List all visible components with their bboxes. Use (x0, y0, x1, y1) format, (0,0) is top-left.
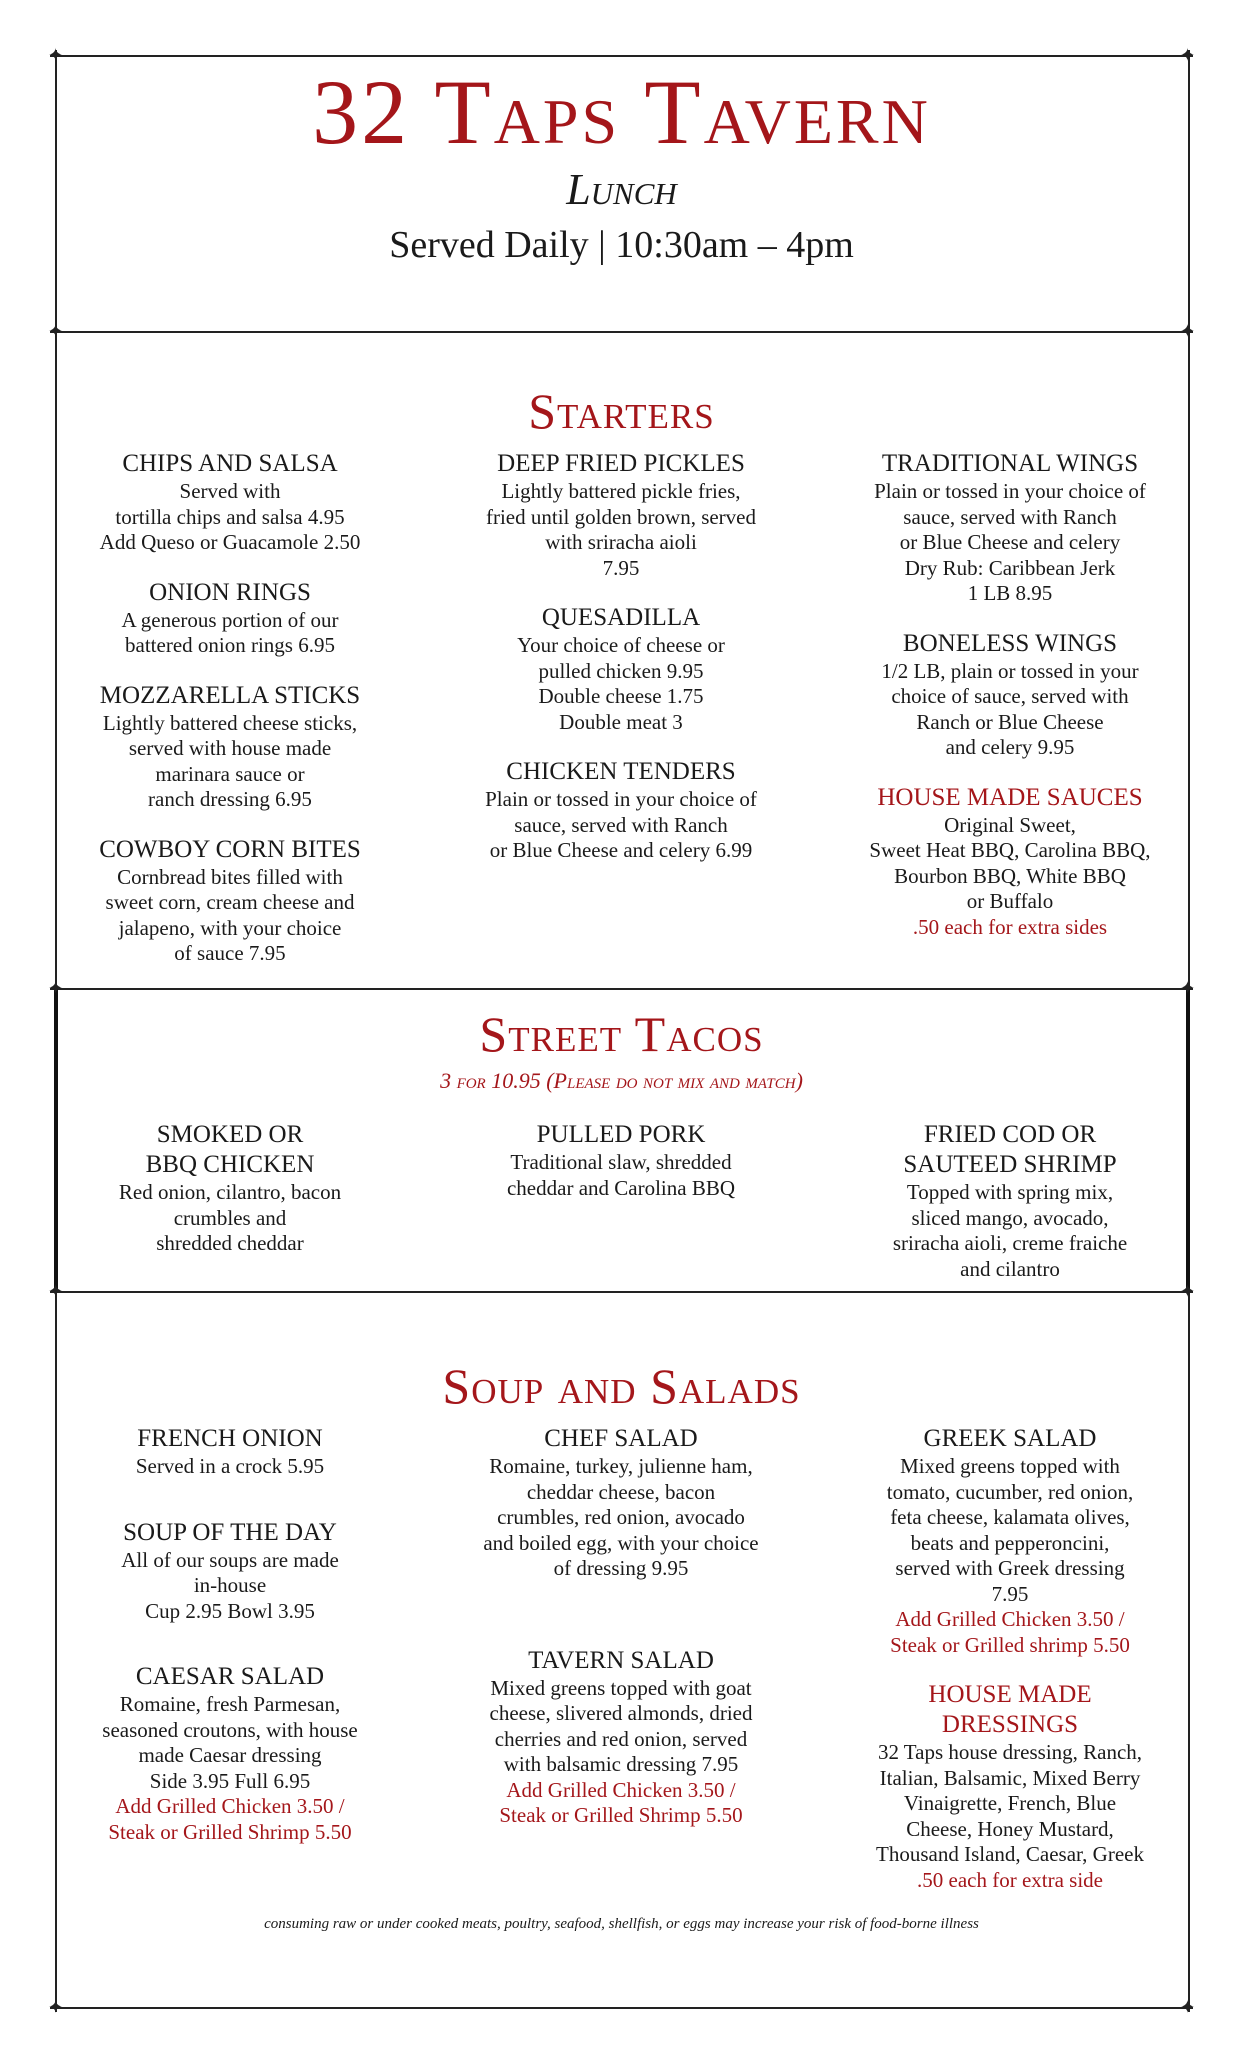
menu-item (65, 1662, 395, 1845)
menu-item-name: HOUSE MADE SAUCES (877, 783, 1143, 811)
menu-item-description: 32 Taps house dressing, Ranch, Italian, Balsamic, Mixed Berry Vinaigrette, French, Blue Cheese, Honey Mustard, Thousand Island, Caesar, Greek (876, 1740, 1144, 1866)
menu-item-name: CHEF SALAD (544, 1425, 698, 1452)
menu-item-description: Served in a crock 5.95 (135, 1454, 325, 1478)
menu-item (65, 578, 395, 659)
menu-item-description: Romaine, turkey, julienne ham, cheddar cheese, bacon crumbles, red onion, avocado and boiled egg, with your choice of dressing 9.95 (483, 1454, 759, 1580)
starters-column (845, 449, 1175, 962)
corner-ornament: ✦ (1180, 1997, 1196, 2017)
menu-item-addon: Add Grilled Chicken 3.50 / Steak or Grilled shrimp 5.50 (890, 1607, 1130, 1657)
menu-item-name: HOUSE MADE DRESSINGS (928, 1681, 1092, 1738)
menu-item-name: COWBOY CORN BITES (99, 835, 361, 863)
menu-item (845, 629, 1175, 761)
menu-item (456, 1424, 786, 1582)
menu-item (65, 1120, 395, 1257)
restaurant-title: 32 Taps Tavern (312, 61, 931, 163)
menu-item-name: CHICKEN TENDERS (506, 758, 736, 785)
menu-item (845, 1680, 1175, 1893)
soups-column (65, 1424, 395, 1867)
top-border (50, 55, 1193, 57)
menu-item-description: Mixed greens topped with goat cheese, slivered almonds, dried cherries and red onion, served with balsamic dressing 7.95 (489, 1675, 753, 1776)
menu-item-description: All of our soups are made in-house Cup 2.95 Bowl 3.95 (121, 1547, 339, 1623)
menu-item-description: Original Sweet, Sweet Heat BBQ, Carolina BBQ, Bourbon BBQ, White BBQ or Buffalo (869, 812, 1151, 913)
menu-item-description: 1/2 LB, plain or tossed in your choice of sauce, served with Ranch or Blue Cheese and celery 9.95 (881, 658, 1139, 759)
menu-item-description: Lightly battered cheese sticks, served with house made marinara sauce or ranch dressing 6.95 (102, 710, 358, 811)
menu-item-addon: .50 each for extra sides (912, 914, 1108, 939)
corner-ornament: ✦ (48, 45, 64, 65)
menu-item (845, 1120, 1175, 1282)
section-title-starters: Starters (528, 383, 715, 439)
starters-column (456, 449, 786, 886)
corner-ornament: ✦ (48, 1281, 64, 1301)
menu-item-description: Traditional slaw, shredded cheddar and Carolina BBQ (506, 1150, 736, 1200)
section-title-street-tacos: Street Tacos (479, 1006, 764, 1062)
menu-item (456, 449, 786, 581)
menu-item-addon: .50 each for extra side (917, 1867, 1103, 1892)
tacos-pricing-note: 3 for 10.95 (Please do not mix and match) (440, 1068, 803, 1093)
menu-item-addon: Add Grilled Chicken 3.50 / Steak or Grilled Shrimp 5.50 (499, 1777, 743, 1827)
menu-item-description: Your choice of cheese or pulled chicken 9.95 Double cheese 1.75 Double meat 3 (517, 633, 725, 734)
tacos-column (456, 1120, 786, 1223)
menu-item-description: Red onion, cilantro, bacon crumbles and shredded cheddar (118, 1180, 342, 1255)
menu-item-name: CHIPS AND SALSA (122, 450, 338, 477)
menu-item-name: SMOKED OR BBQ CHICKEN (145, 1121, 315, 1178)
tacos-column (65, 1120, 395, 1279)
menu-item-name: GREEK SALAD (923, 1425, 1097, 1452)
menu-item-description: Cornbread bites filled with sweet corn, cream cheese and jalapeno, with your choice of sauce 7.95 (105, 864, 355, 965)
menu-item-name: MOZZARELLA STICKS (99, 681, 361, 709)
corner-ornament: ✦ (1180, 1281, 1196, 1301)
menu-item-name: TAVERN SALAD (528, 1646, 714, 1674)
menu-item-name: ONION RINGS (149, 578, 311, 606)
menu-item (65, 1424, 395, 1480)
menu-item-name: FRIED COD OR SAUTEED SHRIMP (903, 1121, 1117, 1178)
soups-column (845, 1424, 1175, 1915)
service-hours: Served Daily | 10:30am – 4pm (389, 224, 854, 266)
menu-item (456, 1646, 786, 1829)
menu-item-name: TRADITIONAL WINGS (881, 450, 1139, 477)
menu-item-name: BONELESS WINGS (902, 629, 1118, 657)
menu-item-description: Plain or tossed in your choice of sauce, served with Ranch or Blue Cheese and celery 6.99 (485, 787, 757, 862)
corner-ornament: ✦ (48, 978, 64, 998)
menu-item-addon: Add Grilled Chicken 3.50 / Steak or Grilled Shrimp 5.50 (108, 1794, 352, 1844)
soups-column (456, 1424, 786, 1851)
menu-item-description: Served with tortilla chips and salsa 4.95 Add Queso or Guacamole 2.50 (99, 479, 361, 554)
menu-item (456, 1120, 786, 1201)
menu-item (65, 681, 395, 813)
menu-item (456, 603, 786, 735)
menu-item-description: Topped with spring mix, sliced mango, avocado, sriracha aioli, creme fraiche and cilantro (892, 1180, 1128, 1281)
menu-item (456, 757, 786, 864)
menu-item-name: SOUP OF THE DAY (123, 1518, 337, 1546)
menu-item-description: A generous portion of our battered onion rings 6.95 (121, 607, 339, 657)
tacos-column (845, 1120, 1175, 1304)
menu-item-name: FRENCH ONION (137, 1425, 323, 1452)
menu-item-description: Lightly battered pickle fries, fried until golden brown, served with sriracha aioli 7.95 (485, 479, 757, 580)
bottom-border (50, 2007, 1193, 2009)
menu-item-description: Romaine, fresh Parmesan, seasoned croutons, with house made Caesar dressing Side 3.95 Full 6.95 (102, 1692, 358, 1793)
menu-item (65, 1518, 395, 1625)
menu-item-name: DEEP FRIED PICKLES (497, 450, 745, 477)
menu-item-description: Plain or tossed in your choice of sauce, served with Ranch or Blue Cheese and celery Dry Rub: Caribbean Jerk 1 LB 8.95 (874, 479, 1146, 605)
menu-item (845, 1424, 1175, 1658)
menu-item-name: PULLED PORK (536, 1121, 706, 1148)
menu-subtitle: Lunch (566, 165, 677, 214)
corner-ornament: ✦ (48, 321, 64, 341)
menu-item-description: Mixed greens topped with tomato, cucumber, red onion, feta cheese, kalamata olives, beats and pepperoncini, served with Greek dressing 7.95 (886, 1454, 1134, 1606)
menu-item (65, 449, 395, 556)
corner-ornament: ✦ (1180, 45, 1196, 65)
corner-ornament: ✦ (48, 1997, 64, 2017)
food-safety-disclaimer: consuming raw or under cooked meats, poultry, seafood, shellfish, or eggs may increase your risk of food-borne illness (264, 1916, 979, 1932)
corner-ornament: ✦ (1180, 321, 1196, 341)
menu-item (65, 835, 395, 967)
header-divider (50, 331, 1193, 333)
section-title-soup-and-salads: Soup and Salads (442, 1358, 801, 1414)
menu-item-name: CAESAR SALAD (135, 1663, 325, 1690)
corner-ornament: ✦ (1180, 978, 1196, 998)
starters-column (65, 449, 395, 989)
menu-item-name: QUESADILLA (541, 604, 701, 631)
menu-item (845, 449, 1175, 607)
menu-item (845, 783, 1175, 941)
